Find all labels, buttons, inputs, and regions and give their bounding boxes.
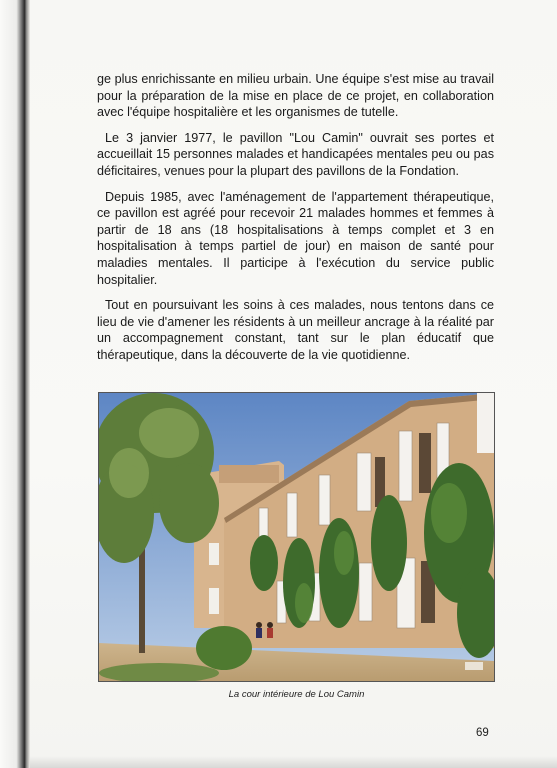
book-spine [0, 0, 30, 768]
paragraph-2: Le 3 janvier 1977, le pavillon "Lou Camin" ouvrait ses portes et accueillait 15 personnes malades et handicapées mentales peu ou pas déficitaires, venues pour la plupart des pavillons de la Fondation. [97, 130, 494, 178]
paragraph-3: Depuis 1985, avec l'aménagement de l'appartement thérapeutique, ce pavillon est agréé pour recevoir 21 malades hommes et femmes à partir de 18 ans (18 hospitalisations à temps complet et 3 en hospitalisation à temps partiel de jour) en maison de santé pour maladies mentales. Il participe à l'exécution du service public hospitalier. [97, 189, 494, 287]
photo-caption: La cour intérieure de Lou Camin [228, 689, 365, 700]
paragraph-1: ge plus enrichissante en milieu urbain. Une équipe s'est mise au travail pour la préparation de la mise en place de ce projet, en collaboration avec l'équipe hospitalière et les organismes de tutelle. [97, 72, 494, 120]
courtyard-photo [98, 392, 495, 682]
page-bottom-edge [30, 756, 557, 768]
paragraph-4: Tout en poursuivant les soins à ces malades, nous tentons dans ce lieu de vie d'amener les résidents à un meilleur ancrage à la réalité par un accompagnement constant, tant sur le plan éducatif que thérapeutique, dans la découverte de la vie quotidienne. [97, 298, 494, 362]
body-text [97, 71, 494, 373]
page-number: 69 [476, 727, 489, 739]
